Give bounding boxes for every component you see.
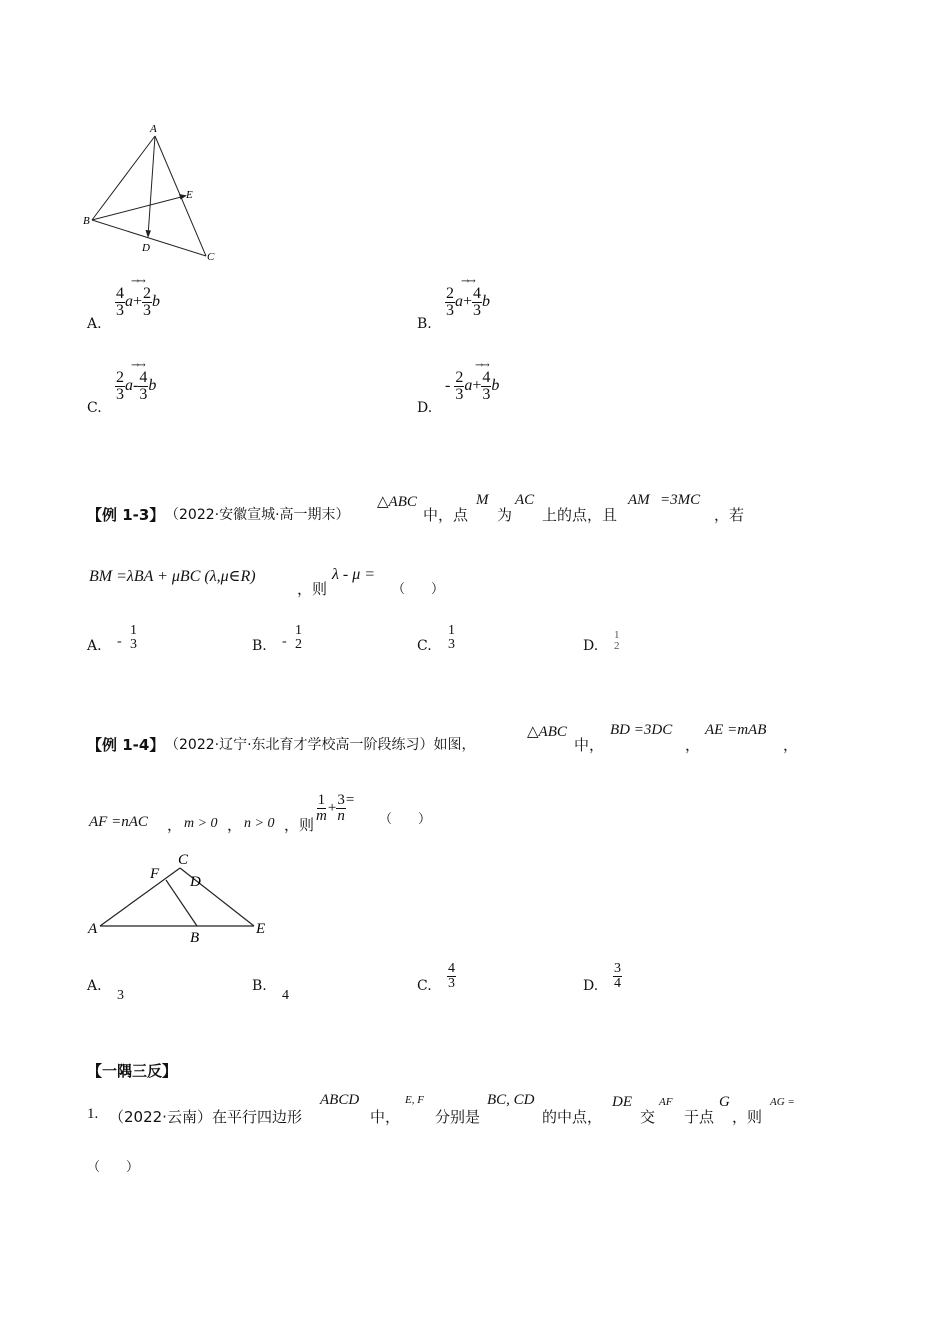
edge-ac <box>100 868 180 926</box>
frac-1: $\frac{4}{3}$ <box>116 285 124 319</box>
expression-fractions: $\frac{1}{m}$ + $\frac{3}{n}$ = <box>316 792 355 825</box>
vector-equation: BM =λBA + μBC (λ,μ∈R) <box>89 568 256 585</box>
triangle-figure-1 <box>80 118 230 268</box>
frac-2: $\frac{2}{3}$ <box>143 285 152 319</box>
example-1-4-line1: 【例 1-4】 （2022·辽宁·东北育才学校高一阶段练习）如图， △ABC 中， BD =3DC ， AE =mAB ， <box>87 722 799 754</box>
example-1-3-line2: BM =λBA + μBC (λ,μ∈R) ，则 λ - μ = （ ） <box>89 566 445 598</box>
label-f: F <box>150 866 160 882</box>
answer-blank: （ ） <box>379 812 432 827</box>
label-e: E <box>256 921 266 937</box>
example-source: （2022·安徽宣城·高一期末） <box>165 507 350 523</box>
label-d: D <box>190 874 201 890</box>
vector-arrow-mark: →→ <box>475 360 488 371</box>
label-d: D <box>142 242 150 254</box>
label-a: A <box>88 921 98 937</box>
vector-ad <box>148 136 155 236</box>
label-b: B <box>83 215 90 227</box>
triangle-figure-2 <box>82 848 282 948</box>
vector-arrow-mark: →→ <box>461 276 474 287</box>
example-1-4-line2: AF =nAC ， m > 0 ， n > 0 ，则 $\frac{1}{m}$ + $\frac{3}{n}$ = （ ） <box>89 792 432 834</box>
section-title: 【一隅三反】 <box>87 1062 178 1080</box>
label-a: A <box>150 123 157 135</box>
label-c: C <box>207 251 215 263</box>
edge-ab <box>92 136 155 220</box>
example-tag: 【例 1-4】 <box>87 736 165 754</box>
example-1-4-options: A. 3 B. 4 C. $\frac{4}{3}$ D. $\frac{3}{4}$ <box>87 961 621 1003</box>
example-1-3-line1: 【例 1-3】 （2022·安徽宣城·高一期末） △ABC 中，点 M 为 AC 上的点，且 AM =3MC ，若 <box>87 492 745 524</box>
example-source: （2022·辽宁·东北育才学校高一阶段练习）如图， <box>165 737 476 753</box>
label-c: C <box>178 852 189 868</box>
label-e: E <box>186 189 193 201</box>
question-number: 1. <box>87 1106 99 1122</box>
vector-arrow-mark: →→ <box>131 276 144 287</box>
vector-be <box>92 196 185 220</box>
example-tag: 【例 1-3】 <box>87 506 165 524</box>
answer-blank: （ ） <box>392 582 445 597</box>
example-1-3-options: A. - 1 3 B. - 1 2 C. 1 3 D. 1 2 <box>87 623 620 654</box>
vector-arrow-mark: →→ <box>131 360 144 371</box>
answer-blank: （ ） <box>87 1160 140 1175</box>
label-b: B <box>190 930 200 946</box>
question-1-line1: 1. （2022·云南）在平行四边形 ABCD 中， E, F 分别是 BC, CD 的中点， DE 交 AF 于点 G ，则 AG = <box>87 1092 795 1126</box>
